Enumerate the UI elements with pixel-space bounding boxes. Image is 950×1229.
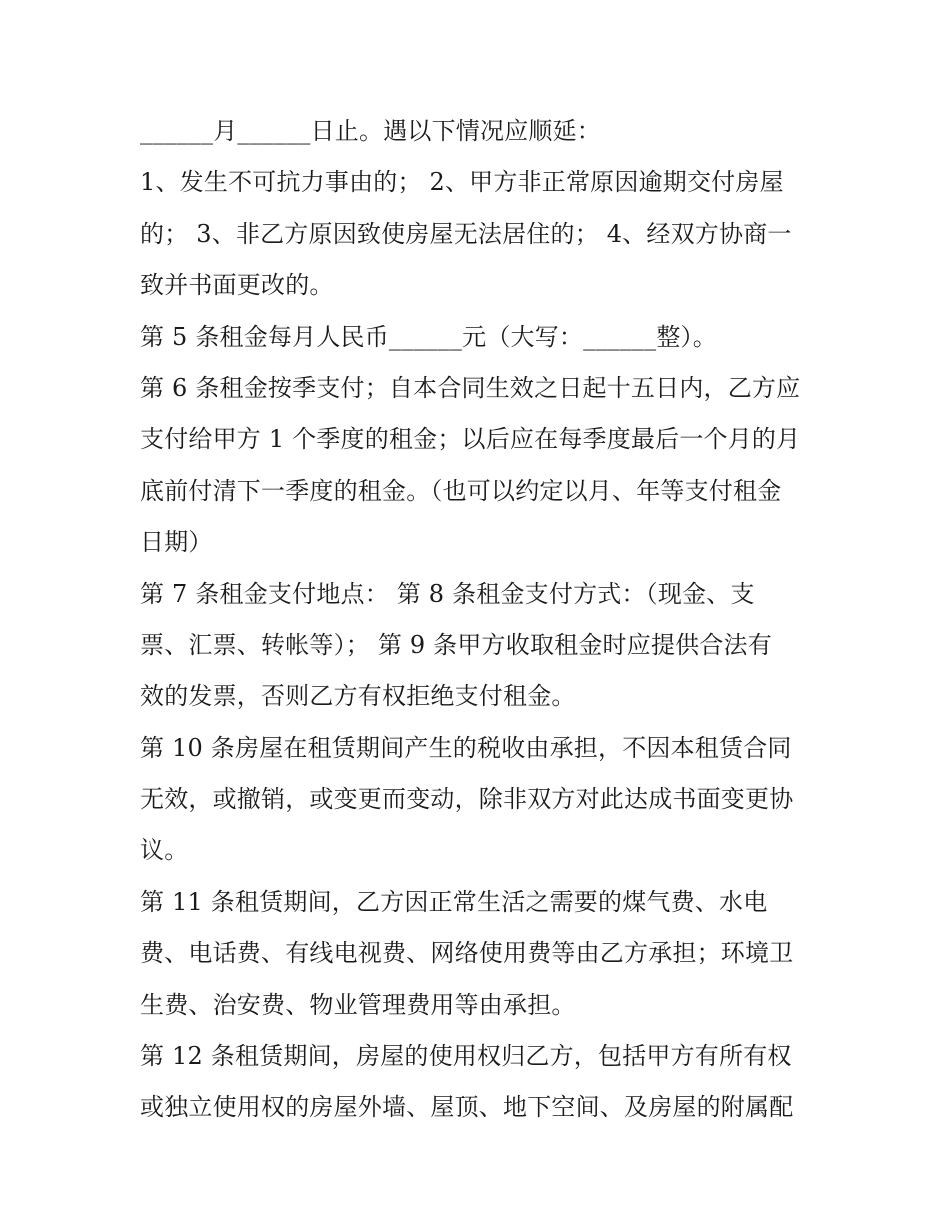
text-line: 第 6 条租金按季支付；自本合同生效之日起十五日内，乙方应 (140, 373, 801, 402)
text-line: 议。 (140, 836, 189, 865)
text-line: 底前付清下一季度的租金。（也可以约定以月、年等支付租金 (140, 476, 782, 505)
text-line: 第 11 条租赁期间，乙方因正常生活之需要的煤气费、水电 (140, 887, 768, 916)
text-line: 支付给甲方 1 个季度的租金；以后应在每季度最后一个月的月 (140, 425, 801, 454)
text-line: 生费、治安费、物业管理费用等由承担。 (140, 990, 576, 1019)
text-line: 或独立使用权的房屋外墙、屋顶、地下空间、及房屋的附属配 (140, 1093, 794, 1122)
text-line: 费、电话费、有线电视费、网络使用费等由乙方承担；环境卫 (140, 939, 794, 968)
text-line: 第 5 条租金每月人民币______元（大写：______整）。 (140, 322, 717, 351)
text-line: 1、发生不可抗力事由的； 2、甲方非正常原因逾期交付房屋 (140, 168, 784, 197)
text-line: 无效，或撤销，或变更而变动，除非双方对此达成书面变更协 (140, 785, 794, 814)
text-line: 日期） (140, 528, 213, 557)
text-line: 第 12 条租赁期间，房屋的使用权归乙方，包括甲方有所有权 (140, 1042, 792, 1071)
document-body (140, 106, 820, 1134)
text-line: 第 10 条房屋在租赁期间产生的税收由承担，不因本租赁合同 (140, 733, 792, 762)
text-line: ______月______日止。遇以下情况应顺延： (140, 117, 601, 145)
text-line: 效的发票，否则乙方有权拒绝支付租金。 (140, 682, 576, 711)
text-line: 致并书面更改的。 (140, 271, 334, 300)
text-line: 的； 3、非乙方原因致使房屋无法居住的； 4、经双方协商一 (140, 219, 792, 248)
text-line: 票、汇票、转帐等）； 第 9 条甲方收取租金时应提供合法有 (140, 630, 772, 659)
text-line: 第 7 条租金支付地点： 第 8 条租金支付方式：（现金、支 (140, 579, 755, 608)
